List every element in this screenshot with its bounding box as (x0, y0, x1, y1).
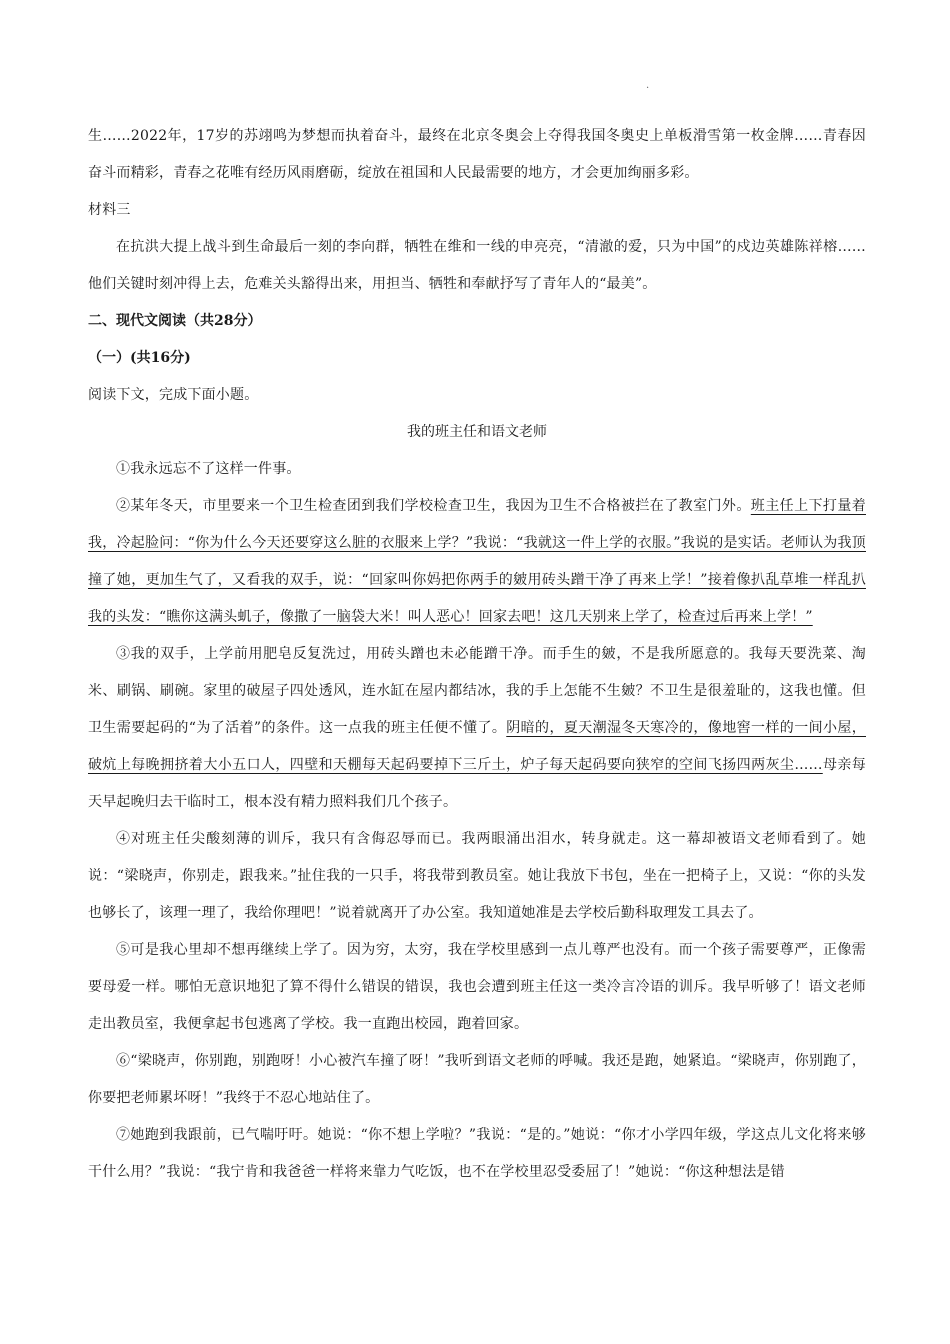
instruction-text: 阅读下文，完成下面小题。 (88, 387, 259, 403)
article-title: 我的班主任和语文老师 (407, 424, 547, 440)
paragraph-3-underlined: 阴暗的，夏天潮湿冬天寒冷的，像地窖一样的一间小屋，破炕上每晚拥挤着大小五口人，四壁和天棚每天起码要掉下三斤土，炉子每天起码要向狭窄的空间飞扬四两灰尘…… (88, 720, 866, 773)
paragraph-2 (88, 488, 866, 636)
paragraph-2-plain: ②某年冬天，市里要来一个卫生检查团到我们学校检查卫生，我因为卫生不合格被拦在了教室门外。 (116, 498, 751, 514)
material3-label: 材料三 (88, 202, 131, 218)
paragraph-3-plain-a: ③我的双手，上学前用肥皂反复洗过，用砖头蹭也未必能蹭干净。而手生的皴，不是我所愿意的。我每天要洗菜、淘米、刷锅、刷碗。家里的破屋子四处透风，连水缸在屋内都结冰，我的手上怎能不生皴？不卫生是很羞耻的，这我也懂。但卫生需要起码的“为了活着”的条件。这一点我的班主任便不懂了。 (88, 646, 866, 736)
paragraph-3 (88, 636, 866, 821)
paragraph-4: ④对班主任尖酸刻薄的训斥，我只有含侮忍辱而已。我两眼涌出泪水，转身就走。这一幕却被语文老师看到了。她说：“梁晓声，你别走，跟我来。”扯住我的一只手，将我带到教员室。她让我放下书包，坐在一把椅子上，又说：“你的头发也够长了，该理一理了，我给你理吧！”说着就离开了办公室。我知道她准是去学校后勤科取理发工具去了。 (88, 831, 866, 921)
paragraph-6: ⑥“梁晓声，你别跑，别跑呀！小心被汽车撞了呀！”我听到语文老师的呼喊。我还是跑，她紧追。“梁晓声，你别跑了，你要把老师累坏呀！”我终于不忍心地站住了。 (88, 1053, 866, 1106)
material3-text: 在抗洪大提上战斗到生命最后一刻的李向群，牺牲在维和一线的申亮亮，“清澈的爱，只为中国”的戍边英雄陈祥榕……他们关键时刻冲得上去，危难关头豁得出来，用担当、牺牲和奉献抒写了青年人的“最美”。 (88, 239, 866, 292)
document-page (88, 118, 866, 1191)
paragraph-3-plain-b: 母亲每天早起晚归去干临时工，根本没有精力照料我们几个孩子。 (88, 757, 866, 810)
paragraph-7: ⑦她跑到我跟前，已气喘吁吁。她说：“你不想上学啦？”我说：“是的。”她说：“你才小学四年级，学这点儿文化将来够干什么用？”我说：“我宁肯和我爸爸一样将来靠力气吃饭，也不在学校里忍受委屈了！”她说：“你这种想法是错 (88, 1127, 866, 1180)
material2-continuation: 生……2022年，17岁的苏翊鸣为梦想而执着奋斗，最终在北京冬奥会上夺得我国冬奥史上单板滑雪第一枚金牌……青春因奋斗而精彩，青春之花唯有经历风雨磨砺，绽放在祖国和人民最需要的地方，才会更加绚丽多彩。 (88, 128, 866, 181)
header-mark: . (646, 80, 650, 91)
paragraph-2-underlined: 班主任上下打量着我，冷起脸问：“你为什么今天还要穿这么脏的衣服来上学？”我说：“我就这一件上学的衣服。”我说的是实话。老师认为我顶撞了她，更加生气了，又看我的双手，说：“回家叫你妈把你两手的皴用砖头蹭干净了再来上学！”接着像扒乱草堆一样乱扒我的头发：“瞧你这满头虮子，像撒了一脑袋大米！叫人恶心！回家去吧！这几天别来上学了，检查过后再来上学！” (88, 498, 866, 625)
paragraph-1: ①我永远忘不了这样一件事。 (116, 461, 301, 477)
sub-section-heading: （一）(共16分) (88, 350, 191, 366)
paragraph-5: ⑤可是我心里却不想再继续上学了。因为穷，太穷，我在学校里感到一点儿尊严也没有。而一个孩子需要尊严，正像需要母爱一样。哪怕无意识地犯了算不得什么错误的错误，我也会遭到班主任这一类冷言冷语的训斥。我早听够了！语文老师走出教员室，我便拿起书包逃离了学校。我一直跑出校园，跑着回家。 (88, 942, 866, 1032)
section-heading: 二、现代文阅读（共28分） (88, 313, 262, 329)
